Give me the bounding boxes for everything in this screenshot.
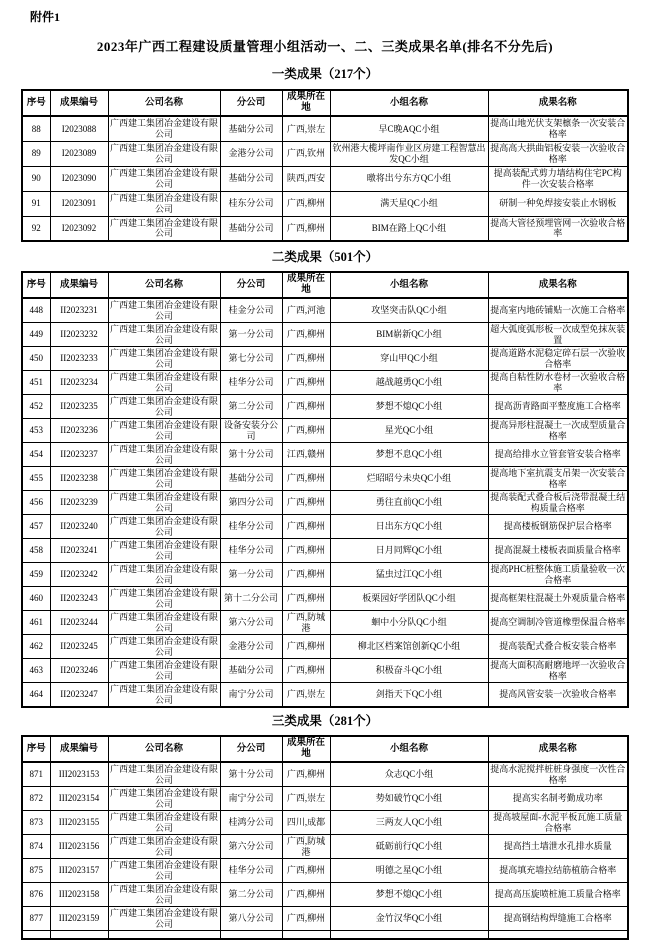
cell-code: II2023243 [50, 587, 108, 611]
cell-group: 梦想不熄QC小组 [330, 883, 488, 907]
cell-seq: 464 [22, 683, 50, 708]
cell-location: 广西,柳州 [282, 883, 330, 907]
cell-location: 陕西,西安 [282, 166, 330, 191]
table-row [22, 141, 628, 166]
cell-company [108, 931, 220, 939]
column-header: 成果名称 [488, 736, 628, 762]
cell-group: 暾将出兮东方QC小组 [330, 166, 488, 191]
cell-group: 日月同辉QC小组 [330, 539, 488, 563]
cell-seq: 453 [22, 419, 50, 443]
table-row [22, 347, 628, 371]
column-header: 成果名称 [488, 90, 628, 116]
cell-code: II2023237 [50, 443, 108, 467]
cell-company: 广西建工集团冶金建设有限公司 [108, 216, 220, 241]
cell-seq: 462 [22, 635, 50, 659]
cell-code: III2023155 [50, 811, 108, 835]
cell-result: 提高填充墙拉结筋植筋合格率 [488, 859, 628, 883]
cell-group: 势如破竹QC小组 [330, 787, 488, 811]
cell-group: 攻坚突击队QC小组 [330, 298, 488, 323]
cell-branch: 第十分公司 [220, 762, 282, 787]
cell-company: 广西建工集团冶金建设有限公司 [108, 166, 220, 191]
table-row [22, 371, 628, 395]
column-header: 序号 [22, 736, 50, 762]
table-row [22, 835, 628, 859]
cell-group: 金竹汉华QC小组 [330, 907, 488, 931]
cell-location: 广西,柳州 [282, 491, 330, 515]
cell-result: 提高自粘性防水卷材一次验收合格率 [488, 371, 628, 395]
cell-branch: 第一分公司 [220, 563, 282, 587]
section-heading: 一类成果（217个） [271, 67, 379, 81]
table-header-row [22, 90, 628, 116]
cell-company: 广西建工集团冶金建设有限公司 [109, 492, 218, 513]
column-header: 序号 [22, 272, 50, 298]
table-row [22, 323, 628, 347]
cell-branch: 基础分公司 [220, 166, 282, 191]
cell-location: 广西,崇左 [282, 683, 330, 708]
cell-code [50, 931, 108, 939]
cell-result: 提高框架柱混凝土外观质量合格率 [488, 587, 628, 611]
cell-location: 广西,柳州 [282, 587, 330, 611]
cell-company: 广西建工集团冶金建设有限公司 [109, 812, 218, 833]
section-heading: 二类成果（501个） [271, 250, 379, 264]
column-header: 序号 [22, 90, 50, 116]
cell-group [330, 931, 488, 939]
results-section [0, 714, 650, 940]
cell-group: 柳北区档案馆创新QC小组 [330, 635, 488, 659]
cell-code: II2023244 [50, 611, 108, 635]
cell-branch: 第六分公司 [220, 835, 282, 859]
cell-code: II2023241 [50, 539, 108, 563]
cell-branch: 第七分公司 [220, 347, 282, 371]
cell-group: 众志QC小组 [330, 762, 488, 787]
cell-code: II2023231 [50, 298, 108, 323]
cell-seq: 92 [22, 216, 50, 241]
column-header: 分公司 [220, 736, 282, 762]
cell-result: 提高混凝土楼板表面质量合格率 [488, 539, 628, 563]
cell-code: III2023158 [50, 883, 108, 907]
sections-container [0, 67, 650, 940]
cell-result: 提高楼板钢筋保护层合格率 [488, 515, 628, 539]
cell-location: 广西,柳州 [282, 467, 330, 491]
cell-branch: 第八分公司 [220, 907, 282, 931]
cell-location: 广西,柳州 [282, 563, 330, 587]
cell-company: 广西建工集团冶金建设有限公司 [108, 116, 220, 141]
column-header: 成果所在地 [282, 736, 330, 762]
cell-seq: 463 [22, 659, 50, 683]
table-row [22, 491, 628, 515]
cell-seq: 458 [22, 539, 50, 563]
cell-branch: 第十二分公司 [220, 587, 282, 611]
cell-seq: 461 [22, 611, 50, 635]
cell-location: 广西,柳州 [282, 191, 330, 216]
cell-result: 提高实名制考勤成功率 [488, 787, 628, 811]
cell-group: 积极奋斗QC小组 [330, 659, 488, 683]
table-row [22, 419, 628, 443]
cell-seq: 456 [22, 491, 50, 515]
cell-location: 广西,崇左 [282, 787, 330, 811]
page-title: 2023年广西工程建设质量管理小组活动一、二、三类成果名单(排名不分先后) [96, 39, 554, 54]
cell-seq: 455 [22, 467, 50, 491]
table-row [22, 395, 628, 419]
cell-code: I2023088 [50, 116, 108, 141]
cell-branch: 设备安装分公司 [220, 419, 282, 443]
cell-company: 广西建工集团冶金建设有限公司 [109, 444, 218, 465]
cell-location: 广西,柳州 [282, 395, 330, 419]
cell-group: 砥砺前行QC小组 [330, 835, 488, 859]
cell-code: III2023153 [50, 762, 108, 787]
cell-seq: 449 [22, 323, 50, 347]
cell-code: III2023154 [50, 787, 108, 811]
column-header: 小组名称 [330, 736, 488, 762]
column-header: 成果所在地 [282, 272, 330, 298]
table-header-row [22, 736, 628, 762]
table-row [22, 787, 628, 811]
column-header: 小组名称 [330, 90, 488, 116]
table-row [22, 907, 628, 931]
cell-result: 提高沥青路面平整度施工合格率 [488, 395, 628, 419]
cell-code: I2023090 [50, 166, 108, 191]
cell-group: BIM在路上QC小组 [330, 216, 488, 241]
cell-result: 提高大管径预埋管网一次验收合格率 [488, 216, 628, 241]
cell-company: 广西建工集团冶金建设有限公司 [109, 612, 218, 633]
cell-location: 广西,柳州 [282, 515, 330, 539]
cell-seq [22, 931, 50, 939]
cell-seq: 871 [22, 762, 50, 787]
cell-group: 梦想不熄QC小组 [330, 395, 488, 419]
cell-branch: 基础分公司 [220, 659, 282, 683]
table-row [22, 515, 628, 539]
cell-location: 广西,柳州 [282, 539, 330, 563]
cell-location: 四川,成都 [282, 811, 330, 835]
cell-company: 广西建工集团冶金建设有限公司 [109, 300, 218, 321]
cell-result: 提高风管安装一次验收合格率 [488, 683, 628, 708]
table-row [22, 811, 628, 835]
cell-result: 提高地下室抗震支吊架一次安装合格率 [488, 467, 628, 491]
cell-branch: 桂东分公司 [220, 191, 282, 216]
cell-company: 广西建工集团冶金建设有限公司 [109, 324, 218, 345]
cell-seq: 460 [22, 587, 50, 611]
table-row [22, 587, 628, 611]
cell-company: 广西建工集团冶金建设有限公司 [109, 588, 218, 609]
cell-company: 广西建工集团冶金建设有限公司 [108, 683, 220, 708]
results-section [0, 250, 650, 708]
cell-result: 提高异形柱混凝土一次成型质量合格率 [488, 419, 628, 443]
cell-group: 明德之星QC小组 [330, 859, 488, 883]
cell-result: 提高给排水立管套管安装合格率 [488, 443, 628, 467]
column-header: 成果名称 [488, 272, 628, 298]
column-header: 小组名称 [330, 272, 488, 298]
results-section [0, 67, 650, 242]
cell-company: 广西建工集团冶金建设有限公司 [109, 396, 218, 417]
table-row [22, 116, 628, 141]
cell-branch: 基础分公司 [220, 116, 282, 141]
table-row [22, 191, 628, 216]
table-row [22, 539, 628, 563]
cell-branch: 桂金分公司 [220, 298, 282, 323]
results-table [21, 271, 629, 708]
table-row [22, 563, 628, 587]
column-header: 分公司 [220, 90, 282, 116]
cell-seq: 90 [22, 166, 50, 191]
cell-branch: 桂华分公司 [220, 539, 282, 563]
cell-seq: 88 [22, 116, 50, 141]
table-row [22, 298, 628, 323]
cell-company: 广西建工集团冶金建设有限公司 [109, 540, 218, 561]
cell-seq: 459 [22, 563, 50, 587]
table-row [22, 611, 628, 635]
cell-branch: 基础分公司 [220, 467, 282, 491]
cell-company: 广西建工集团冶金建设有限公司 [109, 884, 218, 905]
cell-result: 提高道路水泥稳定碎石层一次验收合格率 [488, 347, 628, 371]
cell-code: III2023156 [50, 835, 108, 859]
cell-result: 提高空调制冷管道橡塑保温合格率 [488, 611, 628, 635]
cell-group: 穿山甲QC小组 [330, 347, 488, 371]
cell-company: 广西建工集团冶金建设有限公司 [109, 788, 218, 809]
cell-branch: 金港分公司 [220, 635, 282, 659]
cell-code: II2023242 [50, 563, 108, 587]
cell-result: 研制一种免焊接安装止水钢板 [488, 191, 628, 216]
cell-result: 提高装配式叠合板安装合格率 [488, 635, 628, 659]
cell-company: 广西建工集团冶金建设有限公司 [109, 348, 218, 369]
cell-code: II2023239 [50, 491, 108, 515]
table-row [22, 683, 628, 708]
attachment-label: 附件1 [30, 10, 61, 24]
cell-location: 广西,柳州 [282, 347, 330, 371]
cell-seq: 876 [22, 883, 50, 907]
column-header: 成果编号 [50, 736, 108, 762]
cell-group: BIM崭新QC小组 [330, 323, 488, 347]
cell-code: III2023157 [50, 859, 108, 883]
cell-code: I2023091 [50, 191, 108, 216]
cell-branch: 南宁分公司 [220, 683, 282, 708]
cell-branch: 第六分公司 [220, 611, 282, 635]
cell-branch: 基础分公司 [220, 216, 282, 241]
cell-result: 提高PHC桩整体施工质量验收一次合格率 [488, 563, 628, 587]
cell-group: 板栗园好学团队QC小组 [330, 587, 488, 611]
cell-company: 广西建工集团冶金建设有限公司 [109, 908, 218, 929]
results-table [21, 89, 629, 242]
cell-group: 日出东方QC小组 [330, 515, 488, 539]
column-header: 成果所在地 [282, 90, 330, 116]
cell-result: 提高挡土墙泄水孔排水质量 [488, 835, 628, 859]
cell-company: 广西建工集团冶金建设有限公司 [108, 191, 220, 216]
cell-seq: 873 [22, 811, 50, 835]
table-header-row [22, 272, 628, 298]
table-row [22, 216, 628, 241]
cell-location: 广西,柳州 [282, 323, 330, 347]
cell-result: 提高钢结构焊缝施工合格率 [488, 907, 628, 931]
cell-group: 星光QC小组 [330, 419, 488, 443]
cell-code: II2023236 [50, 419, 108, 443]
cell-company: 广西建工集团冶金建设有限公司 [109, 468, 218, 489]
cell-location: 广西,防城港 [282, 611, 330, 635]
cell-result: 提高高大拱曲铝板安装一次验收合格率 [488, 141, 628, 166]
cell-code: II2023234 [50, 371, 108, 395]
cell-branch: 金港分公司 [220, 141, 282, 166]
cell-branch: 南宁分公司 [220, 787, 282, 811]
cell-code: I2023092 [50, 216, 108, 241]
cell-code: II2023238 [50, 467, 108, 491]
cell-location: 广西,钦州 [282, 141, 330, 166]
cell-seq: 875 [22, 859, 50, 883]
cell-result: 提高高压旋喷桩施工质量合格率 [488, 883, 628, 907]
cell-location: 广西,柳州 [282, 419, 330, 443]
column-header: 成果编号 [50, 272, 108, 298]
cell-group: 梦想不息QC小组 [330, 443, 488, 467]
cell-branch: 桂华分公司 [220, 859, 282, 883]
cell-code: II2023235 [50, 395, 108, 419]
cell-code: II2023245 [50, 635, 108, 659]
cell-seq: 451 [22, 371, 50, 395]
cell-location: 广西,柳州 [282, 371, 330, 395]
cell-seq: 89 [22, 141, 50, 166]
cell-seq: 450 [22, 347, 50, 371]
cell-location: 江西,赣州 [282, 443, 330, 467]
cell-result: 提高山地光伏支架檩条一次安装合格率 [488, 116, 628, 141]
cell-company: 广西建工集团冶金建设有限公司 [109, 516, 218, 537]
cell-location: 广西,柳州 [282, 859, 330, 883]
table-row [22, 762, 628, 787]
cell-location: 广西,河池 [282, 298, 330, 323]
column-header: 分公司 [220, 272, 282, 298]
cell-seq: 874 [22, 835, 50, 859]
cell-seq: 91 [22, 191, 50, 216]
cell-location [282, 931, 330, 939]
cell-group: 剑指天下QC小组 [330, 683, 488, 708]
column-header: 公司名称 [108, 736, 220, 762]
table-row [22, 659, 628, 683]
results-table [21, 735, 629, 940]
cell-group: 越战越勇QC小组 [330, 371, 488, 395]
cell-result: 提高室内地砖铺贴一次施工合格率 [488, 298, 628, 323]
cell-company: 广西建工集团冶金建设有限公司 [109, 420, 218, 441]
cell-branch: 第四分公司 [220, 491, 282, 515]
table-row [22, 883, 628, 907]
cell-branch [220, 931, 282, 939]
cell-company: 广西建工集团冶金建设有限公司 [109, 660, 218, 681]
cell-group: 满天星QC小组 [330, 191, 488, 216]
cell-group: 早C晚AQC小组 [330, 116, 488, 141]
cell-company: 广西建工集团冶金建设有限公司 [109, 372, 218, 393]
cell-company: 广西建工集团冶金建设有限公司 [109, 636, 218, 657]
cell-code: II2023232 [50, 323, 108, 347]
table-row-clipped [22, 931, 628, 939]
cell-branch: 第二分公司 [220, 883, 282, 907]
cell-code: I2023089 [50, 141, 108, 166]
cell-seq: 457 [22, 515, 50, 539]
cell-location: 广西,柳州 [282, 907, 330, 931]
cell-result: 提高坡屋面-水泥平板瓦施工质量合格率 [488, 811, 628, 835]
cell-company: 广西建工集团冶金建设有限公司 [109, 860, 218, 881]
cell-branch: 桂华分公司 [220, 515, 282, 539]
cell-company: 广西建工集团冶金建设有限公司 [108, 141, 220, 166]
cell-group: 钦州港大榄坪南作业区房建工程智慧出发QC小组 [330, 141, 488, 166]
cell-company: 广西建工集团冶金建设有限公司 [109, 564, 218, 585]
cell-branch: 桂华分公司 [220, 371, 282, 395]
cell-result [488, 931, 628, 939]
cell-company: 广西建工集团冶金建设有限公司 [109, 836, 218, 857]
cell-result: 提高大面积高耐磨地坪一次验收合格率 [488, 659, 628, 683]
cell-location: 广西,防城港 [282, 835, 330, 859]
table-row [22, 443, 628, 467]
cell-seq: 872 [22, 787, 50, 811]
cell-group: 三两友人QC小组 [330, 811, 488, 835]
cell-group: 勇往直前QC小组 [330, 491, 488, 515]
cell-code: III2023159 [50, 907, 108, 931]
cell-group: 猛虫过江QC小组 [330, 563, 488, 587]
column-header: 成果编号 [50, 90, 108, 116]
cell-location: 广西,柳州 [282, 762, 330, 787]
cell-branch: 第二分公司 [220, 395, 282, 419]
cell-seq: 452 [22, 395, 50, 419]
cell-location: 广西,柳州 [282, 659, 330, 683]
cell-seq: 877 [22, 907, 50, 931]
table-row [22, 166, 628, 191]
table-row [22, 859, 628, 883]
cell-result: 提高装配式叠合板后浇带混凝土结构质量合格率 [488, 491, 628, 515]
cell-group: 烂昭昭兮未央QC小组 [330, 467, 488, 491]
table-row [22, 467, 628, 491]
cell-branch: 桂鸿分公司 [220, 811, 282, 835]
cell-code: II2023247 [50, 683, 108, 708]
cell-seq: 448 [22, 298, 50, 323]
cell-seq: 454 [22, 443, 50, 467]
cell-location: 广西,崇左 [282, 116, 330, 141]
cell-location: 广西,柳州 [282, 635, 330, 659]
table-row [22, 635, 628, 659]
cell-company: 广西建工集团冶金建设有限公司 [109, 764, 218, 785]
cell-result: 提高装配式剪力墙结构住宅PC构件一次安装合格率 [488, 166, 628, 191]
cell-group: 蛔中小分队QC小组 [330, 611, 488, 635]
cell-branch: 第十分公司 [220, 443, 282, 467]
cell-result: 超大弧度弧形板一次成型免抹灰装置 [488, 323, 628, 347]
column-header: 公司名称 [108, 272, 220, 298]
cell-code: II2023233 [50, 347, 108, 371]
cell-result: 提高水泥搅拌桩桩身强度一次性合格率 [488, 762, 628, 787]
column-header: 公司名称 [108, 90, 220, 116]
cell-code: II2023246 [50, 659, 108, 683]
cell-location: 广西,柳州 [282, 216, 330, 241]
cell-branch: 第一分公司 [220, 323, 282, 347]
cell-code: II2023240 [50, 515, 108, 539]
section-heading: 三类成果（281个） [271, 714, 379, 728]
